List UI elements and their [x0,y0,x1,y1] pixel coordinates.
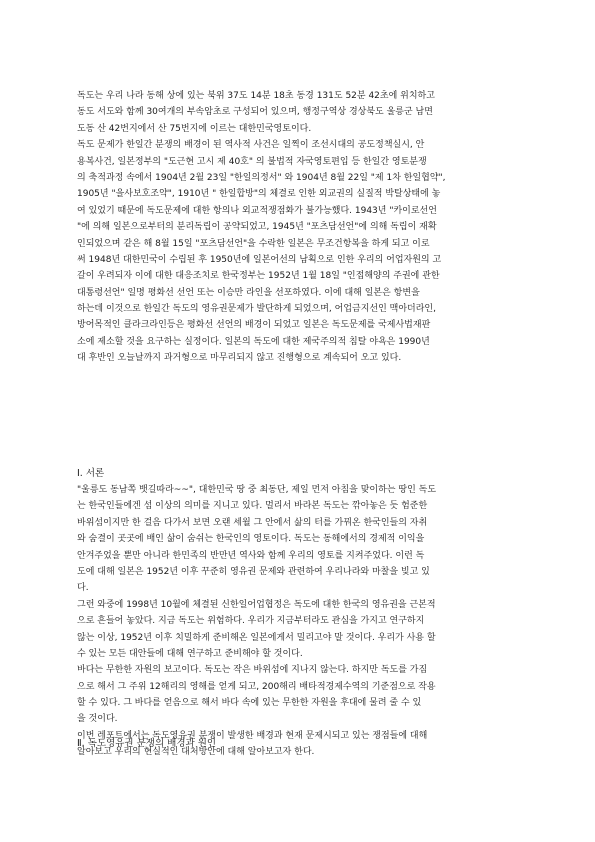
intro-line: 인되었으며 같은 해 8월 15일 "포츠담선언"을 수락한 일본은 무조건항복을 하게 되고 이로 [77,238,430,249]
introduction-body [77,482,519,761]
intro-line: 1905년 "을사보호조약", 1910년 " 한일합방"의 체결로 인한 외교권의 실질적 박탈상태에 놓 [77,189,441,200]
body-line: 는 한국인들에겐 섬 이상의 의미를 지니고 있다. 멀리서 바라본 독도는 깎아놓은 듯 험준한 [77,501,428,512]
body-line: 안겨주었을 뿐만 아니라 한민족의 반만년 역사와 함께 우리의 영토를 지켜주었다. 이런 독 [77,550,425,561]
intro-line: 독도는 우리 나라 동해 상에 있는 북위 37도 14분 18초 동경 131도 52분 42초에 위치하고 [77,91,435,101]
intro-line: "에 의해 일본으로부터의 분리독립이 공약되었고, 1945년 "포츠담선언"에 의해 독립이 재확 [77,222,437,233]
body-line: 와 숨결이 곳곳에 배인 삶이 숨쉬는 한국인의 영토이다. 독도는 동해에서의 경제적 이익을 [77,534,425,545]
body-line: 으로 해서 그 주위 12해리의 영해를 얻게 되고, 200해리 배타적경제수역의 기준점으로 작용 [77,681,436,692]
body-line: 도에 대해 일본은 1952년 이후 꾸준히 영유권 문제와 관련하여 우리나라와 마찰을 빚고 있 [77,566,430,577]
intro-line: 갈이 우려되자 이에 대한 대응조치로 한국정부는 1952년 1월 18일 "인접해양의 주권에 관한 [77,271,440,282]
body-line: 할 수 있다. 그 바다를 얻음으로 해서 바다 속에 있는 무한한 자원을 후대에 물려 줄 수 있 [77,698,422,709]
intro-paragraph [77,88,519,367]
intro-line: 도동 산 42번지에서 산 75번지에 이르는 대한민국영토이다. [77,123,312,134]
body-line: 그런 와중에 1998년 10월에 체결된 신한일어업협정은 독도에 대한 한국의 영유권을 근본적 [77,599,436,610]
body-line: 바다는 무한한 자원의 보고이다. 독도는 작은 바위섬에 지나지 않는다. 하지만 독도를 가짐 [77,665,428,676]
intro-line: 여 있었기 때문에 독도문제에 대한 항의나 외교적쟁점화가 불가능했다. 1943년 "카이로선언 [77,205,437,216]
intro-line: 대통령선언" 일명 평화선 선언 또는 이승만 라인을 선포하였다. 이에 대해 일본은 항변을 [77,287,420,298]
body-line: 으로 흔들어 놓았다. 지금 독도는 위험하다. 우리가 지금부터라도 관심을 가지고 연구하지 [77,616,425,627]
body-line: 바위섬이지만 한 걸음 다가서 보면 오랜 세월 그 안에서 삶의 터를 가꿔온 한국인들의 자취 [77,517,428,528]
body-line: 다. [77,583,89,594]
body-line: 수 있는 모든 대안들에 대해 연구하고 준비해야 할 것이다. [77,648,303,659]
body-line: 이번 레포트에서는 독도영유권 분쟁이 발생한 배경과 현재 문제시되고 있는 쟁점들에 대해 [77,730,428,741]
body-line: "울릉도 동남쪽 뱃길따라~~", 대한민국 땅 중 최동단, 제일 먼저 아침을 맞이하는 땅인 독도 [77,485,437,495]
intro-line: 독도 문제가 한일간 분쟁의 배경이 된 역사적 사건은 일찍이 조선시대의 공도정책실시, 안 [77,140,425,151]
section-heading-introduction: Ⅰ. 서론 [77,468,105,479]
intro-line: 동도 서도와 함께 30여개의 부속암초로 구성되어 있으며, 행정구역상 경상북도 울릉군 남면 [77,107,433,118]
intro-line: 하는데 이것으로 한일간 독도의 영유권문제가 발단하게 되었으며, 어업금지선인 맥아더라인, [77,304,436,315]
intro-line: 소에 제소할 것을 요구하는 실정이다. 일본의 독도에 대한 제국주의적 침탈 야욕은 1990년 [77,336,430,347]
intro-line: 용복사건, 일본정부의 "도근현 고시 제 40호" 의 불법적 자국영토편입 등 한일간 영토분쟁 [77,156,427,167]
body-line: 을 것이다. [77,714,118,725]
intro-line: 의 축적과정 속에서 1904년 2월 23일 "한일의정서" 와 1904년 8월 22일 "제 1차 한일협약", [77,172,446,183]
body-line: 알아보고 우리의 현실적인 대처방안에 대해 알아보고자 한다. [77,747,315,758]
intro-line: 써 1948년 대한민국이 수립된 후 1950년에 일본어선의 남획으로 인한 우리의 어업자원의 고 [77,254,442,265]
section-heading-background: Ⅱ. 독도영유권 분쟁의 배경과 원인 [77,738,217,749]
intro-line: 방어목적인 클라크라인등은 평화선 선언의 배경이 되었고 일본은 독도문제를 국제사법재판 [77,320,431,331]
intro-line: 대 후반인 오늘날까지 과거형으로 마무리되지 않고 진행형으로 계속되어 오고 있다. [77,353,402,364]
body-line: 않는 이상, 1952년 이후 치밀하게 준비해온 일본에게서 밀리고야 말 것이다. 우리가 사용 할 [77,632,436,643]
